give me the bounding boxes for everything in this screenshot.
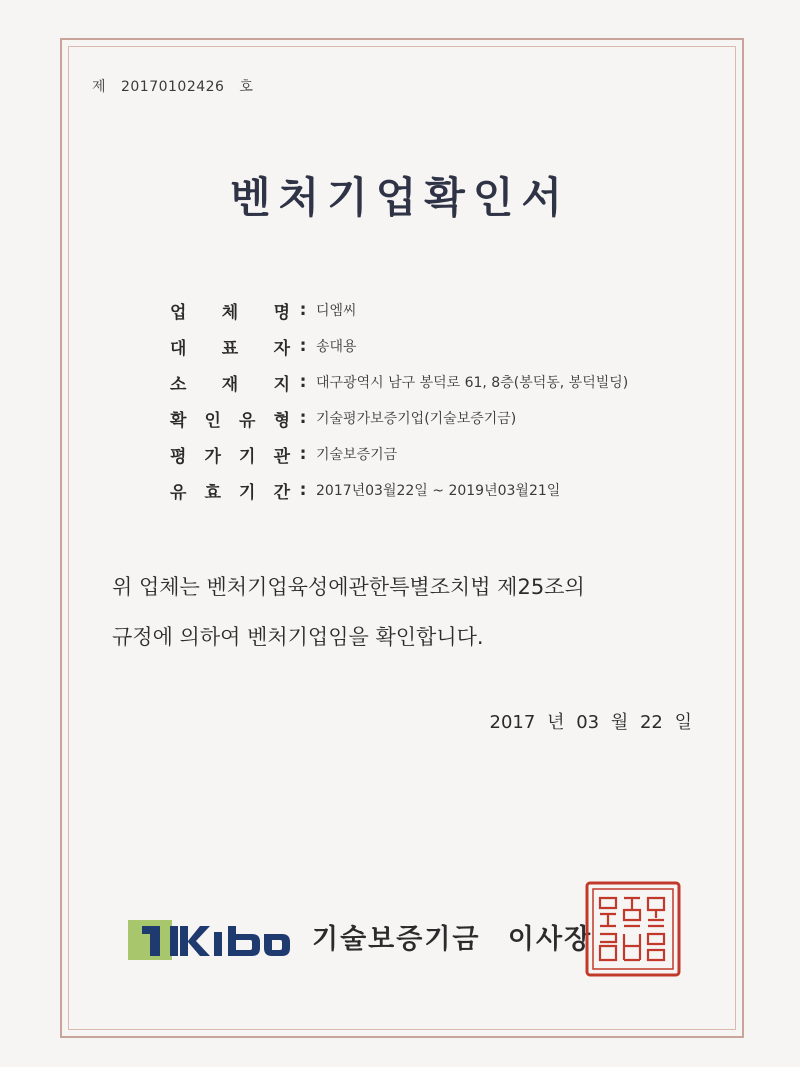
field-label: 유 효 기 간 xyxy=(170,482,290,503)
field-row-address xyxy=(170,364,628,400)
issue-month: 03 xyxy=(576,712,600,733)
statement-line-2: 규정에 의하여 벤처기업임을 확인합니다. xyxy=(112,625,484,649)
field-row-company-name xyxy=(170,292,628,328)
field-separator: : xyxy=(299,336,307,356)
issue-day: 22 xyxy=(639,712,663,733)
field-value: 기술평가보증기업(기술보증기금) xyxy=(316,411,517,427)
certificate-fields xyxy=(170,292,628,508)
certificate-number-value: 20170102426 xyxy=(120,79,225,95)
field-separator: : xyxy=(299,480,307,500)
field-value: 송대용 xyxy=(316,339,357,355)
kibo-logo xyxy=(128,820,290,960)
issue-day-unit: 일 xyxy=(674,712,692,733)
kibo-logo-text: KIBO xyxy=(128,820,131,821)
certificate-number-prefix: 제 xyxy=(92,79,107,95)
field-label: 대 표 자 xyxy=(170,338,290,359)
certificate-number xyxy=(92,76,263,96)
field-separator: : xyxy=(299,408,307,428)
official-seal xyxy=(584,880,682,978)
field-separator: : xyxy=(299,444,307,464)
issuer xyxy=(312,917,592,956)
certificate-number-suffix: 호 xyxy=(239,79,254,95)
issue-year: 2017 xyxy=(489,712,536,733)
certification-statement xyxy=(112,562,702,662)
field-value: 기술보증기금 xyxy=(316,447,398,463)
field-label: 평 가 기 관 xyxy=(170,446,290,467)
issue-month-unit: 월 xyxy=(610,712,629,733)
field-separator: : xyxy=(299,372,307,392)
issue-date xyxy=(484,708,692,734)
field-label: 소 재 지 xyxy=(170,374,290,395)
issue-year-unit: 년 xyxy=(547,712,565,733)
page-title: 벤처기업확인서 xyxy=(229,173,570,222)
field-label: 확 인 유 형 xyxy=(170,410,290,431)
field-row-representative xyxy=(170,328,628,364)
field-value: 디엠씨 xyxy=(316,303,357,319)
field-label: 업 체 명 xyxy=(170,302,290,323)
field-value: 2017년03월22일 ~ 2019년03월21일 xyxy=(316,483,561,499)
field-value: 대구광역시 남구 봉덕로 61, 8층(봉덕동, 봉덕빌딩) xyxy=(316,375,629,391)
issuer-name: 기술보증기금 xyxy=(312,924,481,955)
statement-line-1: 위 업체는 벤처기업육성에관한특별조치법 제25조의 xyxy=(112,575,585,599)
issuer-role: 이사장 xyxy=(507,924,593,955)
field-row-validity-period xyxy=(170,472,628,508)
field-row-confirmation-type xyxy=(170,400,628,436)
field-separator: : xyxy=(299,300,307,320)
field-row-evaluation-agency xyxy=(170,436,628,472)
